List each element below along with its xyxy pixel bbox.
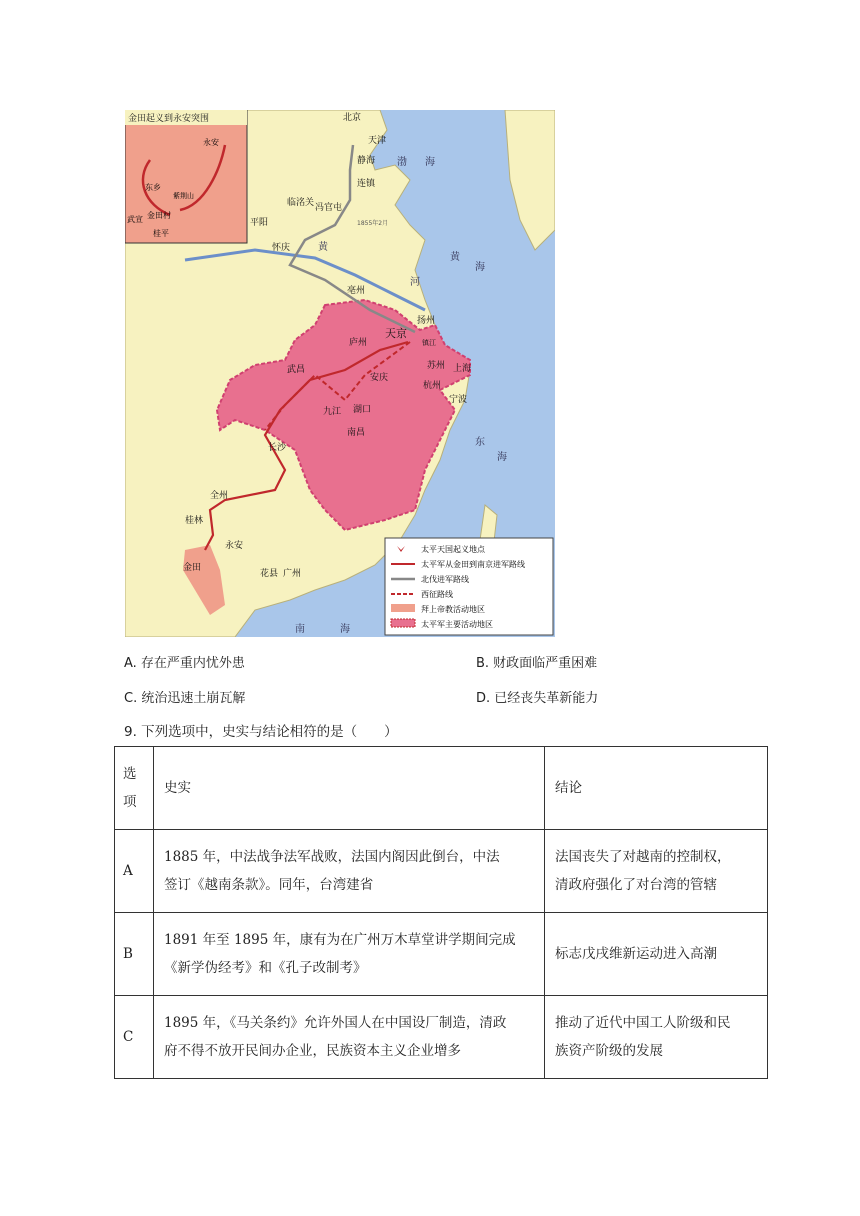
legend-item-2: 太平军从金田到南京进军路线 <box>421 560 525 569</box>
header-option-text: 选项 <box>123 766 137 810</box>
fact-line: 1885 年，中法战争法军战败，法国内阁因此倒台，中法 <box>164 849 500 865</box>
conclusion-line: 法国丧失了对越南的控制权， <box>555 849 731 865</box>
label-guangzhou: 广州 <box>283 569 302 579</box>
conclusion-line: 清政府强化了对台湾的管辖 <box>555 877 717 893</box>
row-conclusion <box>545 830 768 913</box>
label-suzhou: 苏州 <box>427 361 446 371</box>
label-donghai-2: 海 <box>497 452 507 463</box>
option-b: B. 财政面临严重困难 <box>476 656 598 671</box>
option-a: A. 存在严重内忧外患 <box>124 656 245 671</box>
label-huanghai-2: 海 <box>475 262 485 273</box>
label-bozhou: 亳州 <box>347 286 366 296</box>
label-nanhai-2: 海 <box>340 624 350 635</box>
legend-item-3: 北伐进军路线 <box>421 575 469 584</box>
legend-item-4: 西征路线 <box>421 590 453 599</box>
label-jintian: 金田 <box>183 563 202 573</box>
row-option: A <box>115 830 154 913</box>
conclusion-line: 标志戊戌维新运动进入高潮 <box>555 946 717 962</box>
header-conclusion: 结论 <box>545 747 768 830</box>
table-row <box>115 913 768 996</box>
fact-line: 府不得不放开民间办企业，民族资本主义企业增多 <box>164 1043 461 1059</box>
label-nanchang: 南昌 <box>347 428 366 438</box>
inset-label-zijingshan: 紫荆山 <box>173 192 194 200</box>
inset-label-jintiancun: 金田村 <box>147 211 171 220</box>
row-fact <box>154 996 545 1079</box>
label-bohai-2: 海 <box>425 157 435 168</box>
label-lianzhen: 连镇 <box>357 179 376 189</box>
label-he-river: 河 <box>410 277 420 288</box>
legend-swatch-baishangdi <box>391 604 415 612</box>
legend-swatch-taiping <box>391 619 415 627</box>
label-guilin: 桂林 <box>185 516 204 526</box>
map-legend <box>385 538 553 635</box>
label-shanghai: 上海 <box>453 364 472 374</box>
row-fact <box>154 913 545 996</box>
fact-line: 《新学伪经考》和《孔子改制考》 <box>164 960 367 976</box>
label-zhenjiang: 镇江 <box>422 339 436 347</box>
label-yangzhou: 扬州 <box>417 316 436 326</box>
conclusion-line: 推动了近代中国工人阶级和民 <box>555 1015 731 1031</box>
row-conclusion <box>545 996 768 1079</box>
fact-line: 签订《越南条款》。同年，台湾建省 <box>164 877 374 893</box>
conclusion-line: 族资产阶级的发展 <box>555 1043 663 1059</box>
label-linqingguan: 临洺关 <box>287 198 315 208</box>
label-beijing: 北京 <box>343 113 362 123</box>
row-option: B <box>115 913 154 996</box>
label-huanghai-1: 黄 <box>450 252 460 263</box>
question-9: 9. 下列选项中，史实与结论相符的是（ ） <box>124 724 398 740</box>
table-row <box>115 830 768 913</box>
label-ningbo: 宁波 <box>449 395 468 405</box>
label-changsha: 长沙 <box>268 443 287 453</box>
table-header-row <box>115 747 768 830</box>
label-pingyang: 平阳 <box>250 218 269 228</box>
label-yongan: 永安 <box>225 541 244 551</box>
header-option <box>115 747 154 830</box>
fact-conclusion-table <box>114 746 768 1079</box>
legend-item-5: 拜上帝教活动地区 <box>421 605 485 614</box>
inset-label-dongxiang: 东乡 <box>145 183 161 192</box>
table-row <box>115 996 768 1079</box>
fact-line: 1891 年至 1895 年，康有为在广州万木草堂讲学期间完成 <box>164 932 516 948</box>
label-nanhai-1: 南 <box>295 624 305 635</box>
option-c: C. 统治迅速土崩瓦解 <box>124 691 246 706</box>
legend-item-6: 太平军主要活动地区 <box>421 620 493 629</box>
label-huang-river: 黄 <box>318 242 328 253</box>
label-beifa-note: 1855年2月 <box>357 220 389 227</box>
fact-line: 1895 年，《马关条约》允许外国人在中国设厂制造，清政 <box>164 1015 507 1031</box>
label-luzhou: 庐州 <box>349 338 368 348</box>
legend-item-1: 太平天国起义地点 <box>421 545 485 554</box>
row-fact <box>154 830 545 913</box>
label-hukou: 湖口 <box>353 405 372 415</box>
label-donghai-1: 东 <box>475 437 485 448</box>
taiping-map <box>125 110 555 637</box>
label-bohai-1: 渤 <box>397 157 407 168</box>
label-jiujiang: 九江 <box>323 407 342 417</box>
inset-label-wuxuan: 武宣 <box>127 215 143 224</box>
option-d: D. 已经丧失革新能力 <box>476 691 599 706</box>
label-tianjin: 天津 <box>368 136 387 146</box>
label-quanzhou: 全州 <box>210 491 229 501</box>
label-wuchang: 武昌 <box>287 365 306 375</box>
inset-title: 金田起义到永安突围 <box>128 114 210 124</box>
inset-label-yongan: 永安 <box>203 138 219 147</box>
label-tianjing: 天京 <box>385 327 407 340</box>
row-option: C <box>115 996 154 1079</box>
row-conclusion <box>545 913 768 996</box>
label-huaiqing: 怀庆 <box>272 243 291 253</box>
inset-label-guiping: 桂平 <box>153 229 169 238</box>
label-huaxian: 花县 <box>260 569 279 579</box>
label-jinghai: 静海 <box>357 156 376 166</box>
label-hangzhou: 杭州 <box>423 381 442 391</box>
label-anqing: 安庆 <box>370 373 389 383</box>
label-fengguantun: 冯官屯 <box>315 203 343 213</box>
header-fact: 史实 <box>154 747 545 830</box>
